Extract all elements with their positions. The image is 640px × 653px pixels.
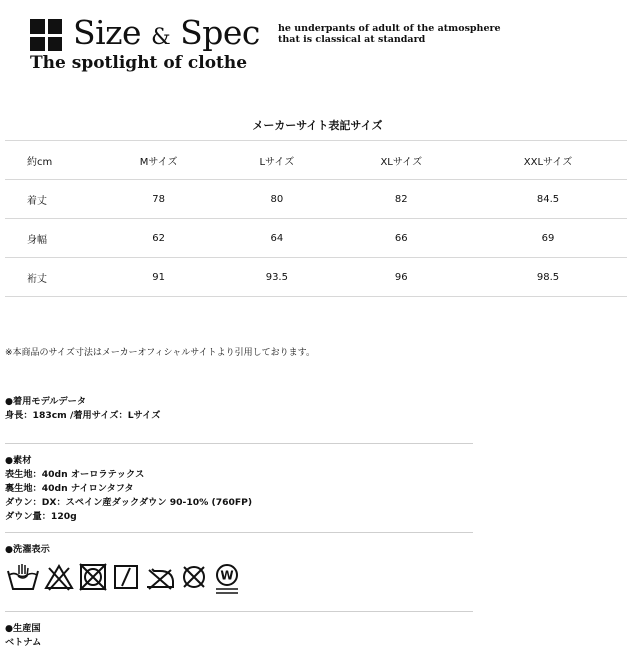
subtitle: The spotlight of clothe bbox=[30, 53, 248, 73]
brand-word-size: Size bbox=[73, 13, 142, 52]
tagline-line-1: he underpants of adult of the atmosphere bbox=[278, 23, 501, 34]
do-not-bleach-icon bbox=[44, 563, 74, 591]
material-line: ダウン量：120g bbox=[5, 511, 77, 522]
do-not-iron-icon bbox=[144, 563, 176, 591]
table-cell: 身幅 bbox=[5, 219, 97, 258]
model-line: 身長：183cm /着用サイズ：Lサイズ bbox=[5, 410, 161, 421]
divider bbox=[5, 611, 473, 612]
table-cell: 62 bbox=[97, 219, 220, 258]
material-section bbox=[5, 454, 473, 524]
size-table bbox=[5, 140, 627, 297]
divider bbox=[5, 532, 473, 533]
care-heading: ●洗濯表示 bbox=[5, 544, 50, 555]
table-row bbox=[5, 258, 627, 297]
line-dry-icon bbox=[112, 563, 140, 591]
size-table-title: メーカーサイト表記サイズ bbox=[252, 119, 383, 132]
table-cell: 80 bbox=[220, 180, 333, 219]
origin-heading: ●生産国 bbox=[5, 623, 41, 634]
do-not-dry-clean-icon bbox=[180, 563, 208, 591]
brand-ampersand: & bbox=[151, 25, 171, 50]
table-cell: 69 bbox=[469, 219, 627, 258]
table-header-cell: 約cm bbox=[5, 141, 97, 180]
header bbox=[30, 15, 630, 75]
wet-clean-icon bbox=[212, 563, 242, 595]
tagline bbox=[278, 23, 501, 45]
table-cell: 91 bbox=[97, 258, 220, 297]
table-header-row bbox=[5, 141, 627, 180]
tagline-line-2: that is classical at standard bbox=[278, 34, 426, 45]
table-cell: 96 bbox=[333, 258, 469, 297]
care-section bbox=[5, 543, 473, 557]
material-line: ダウン：DX：スペイン産ダックダウン 90-10% (760FP) bbox=[5, 497, 253, 508]
origin-value: ベトナム bbox=[5, 637, 42, 648]
brand-title bbox=[73, 13, 260, 52]
table-header-cell: XXLサイズ bbox=[469, 141, 627, 180]
table-row bbox=[5, 219, 627, 258]
table-header-cell: Lサイズ bbox=[220, 141, 333, 180]
table-cell: 66 bbox=[333, 219, 469, 258]
table-header-cell: Mサイズ bbox=[97, 141, 220, 180]
care-icons bbox=[6, 563, 242, 593]
model-heading: ●着用モデルデータ bbox=[5, 396, 87, 407]
table-header-cell: XLサイズ bbox=[333, 141, 469, 180]
logo-grid-icon bbox=[30, 19, 62, 51]
material-line: 裏生地：40dn ナイロンタフタ bbox=[5, 483, 134, 494]
table-cell: 裄丈 bbox=[5, 258, 97, 297]
material-heading: ●素材 bbox=[5, 455, 32, 466]
table-cell: 82 bbox=[333, 180, 469, 219]
material-line: 表生地：40dn オーロラテックス bbox=[5, 469, 145, 480]
table-cell: 着丈 bbox=[5, 180, 97, 219]
origin-section bbox=[5, 622, 473, 650]
hand-wash-icon bbox=[6, 563, 40, 591]
divider bbox=[5, 443, 473, 444]
svg-text:W: W bbox=[220, 568, 234, 583]
table-cell: 78 bbox=[97, 180, 220, 219]
do-not-tumble-dry-icon bbox=[78, 563, 108, 591]
model-section bbox=[5, 395, 473, 423]
table-cell: 64 bbox=[220, 219, 333, 258]
size-note: ※本商品のサイズ寸法はメーカーオフィシャルサイトより引用しております。 bbox=[5, 348, 315, 358]
table-cell: 84.5 bbox=[469, 180, 627, 219]
table-cell: 93.5 bbox=[220, 258, 333, 297]
table-cell: 98.5 bbox=[469, 258, 627, 297]
table-row bbox=[5, 180, 627, 219]
brand-word-spec: Spec bbox=[180, 13, 260, 52]
